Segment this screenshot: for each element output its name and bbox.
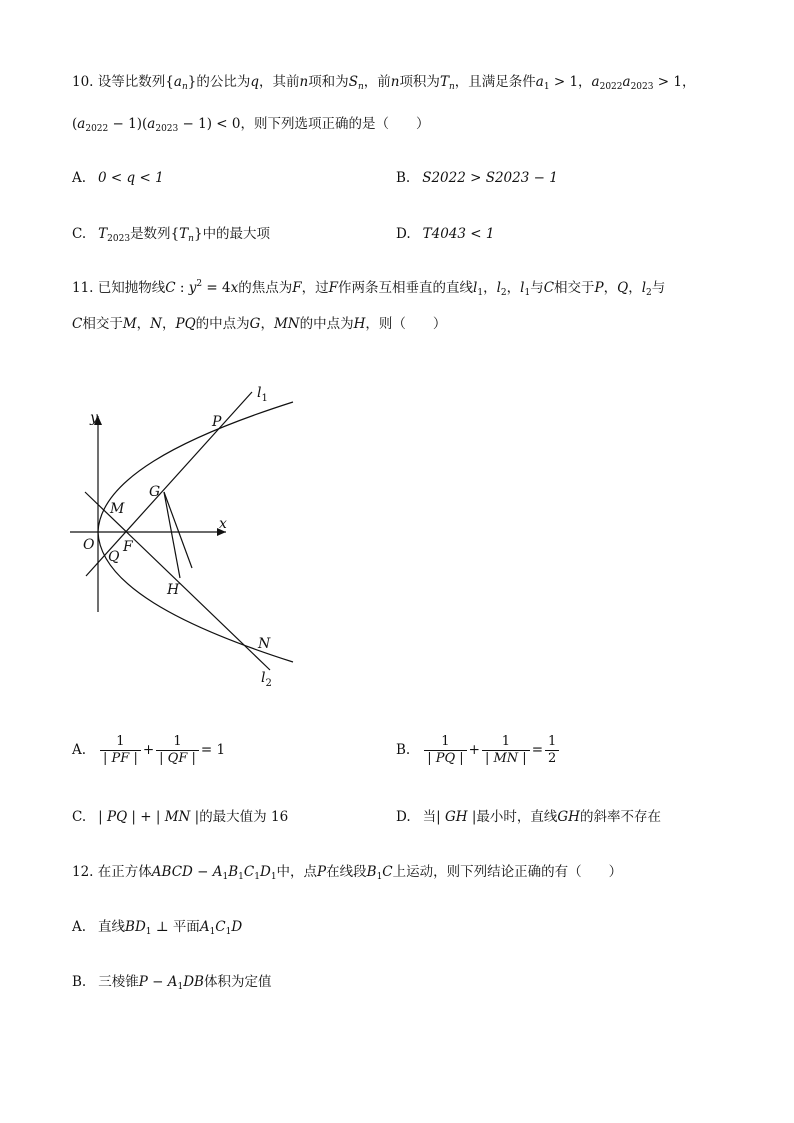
q11-text: 作两条互相垂直的直线 (338, 280, 473, 296)
option-text: 平面 (172, 919, 200, 935)
option-label: B. (396, 742, 411, 758)
q10-number: 10. (72, 74, 94, 90)
option-label: A. (72, 742, 87, 758)
q10-text: ，其前 (258, 74, 300, 90)
label-o: O (83, 537, 95, 553)
q12-option-a[interactable]: A. 直线$BD_1$ ⊥ 平面$A_1C_1D$ (72, 919, 243, 937)
q11-text: 与 (530, 280, 544, 296)
segment-gh-right (164, 492, 192, 568)
label-p: P (212, 414, 222, 430)
q10-text: 的公比为 (196, 74, 251, 90)
q10-option-d[interactable] (396, 224, 495, 244)
q11-option-d[interactable]: D. 当| GH |最小时，直线GH的斜率不存在 (396, 809, 661, 825)
option-label: D. (396, 226, 411, 242)
q11-text: ，过 (301, 280, 329, 296)
label-g: G (149, 484, 161, 500)
q10-text: ，且满足条件 (454, 74, 536, 90)
q11-text: 相交于 (554, 280, 595, 296)
q11-option-b[interactable]: B. $\frac{1}{| PQ |}$ + $\frac{1}{| MN |}$ = $\frac{1}{2}$ (396, 732, 561, 768)
q10-text: ，前 (363, 74, 391, 90)
q11-text: 的中点为 (195, 316, 250, 332)
q11-text: 的焦点为 (238, 280, 293, 296)
option-text: 三棱锥 (98, 974, 139, 990)
q11-text: 与 (651, 280, 666, 296)
q11-text: 已知抛物线 (97, 280, 166, 296)
fraction: $\frac{1}{| MN |}$ (482, 734, 530, 767)
segment-gh-left (164, 492, 180, 578)
q10-option-b[interactable] (396, 168, 558, 188)
option-text: T4043 < 1 (422, 226, 495, 242)
q10-option-a[interactable] (72, 168, 164, 188)
option-text: 0 < q < 1 (98, 170, 164, 186)
q12-option-b[interactable]: B. 三棱锥$P - A_1DB$体积为定值 (72, 974, 272, 992)
q10-text: 项和为 (308, 74, 349, 90)
option-text: = 1 (200, 742, 226, 758)
q11-text: 的中点为 (299, 316, 354, 332)
q12-line1: 12. 在正方体ABCD − $A_1B_1C_1D_1$中，点P在线段$B_1C$上运动，则下列结论正确的有（ ） (72, 864, 623, 882)
q10-option-c[interactable]: C. $T_{2023}$是数列$\{T_n\}$中的最大项 (72, 226, 271, 244)
option-text: 的斜率不存在 (579, 809, 661, 825)
label-h: H (167, 582, 180, 598)
option-text: 最小时，直线 (476, 809, 558, 825)
q10-text: 项积为 (399, 74, 440, 90)
option-text: 的最大值为 16 (199, 809, 289, 825)
option-text: S2022 > S2023 − 1 (422, 170, 558, 186)
q10-line1: 10. 设等比数列$\{a_n\}$的公比为q，其前n项和为$S_n$，前n项积为$T_n$，且满足条件$a_1 > 1$，$a_{2022}a_{2023} > 1$， (72, 74, 696, 92)
fraction: $\frac{1}{| PF |}$ (100, 734, 141, 767)
q12-text: 上运动，则下列结论正确的有（ ） (392, 864, 623, 880)
option-label: A. (72, 170, 87, 186)
label-f: F (123, 539, 133, 555)
option-label: A. (72, 919, 87, 935)
q12-text: 中，点 (276, 864, 318, 880)
label-l1: $l_1$ (257, 385, 268, 404)
option-label: D. (396, 809, 411, 825)
q11-text: 相交于 (82, 316, 123, 332)
option-label: C. (72, 226, 87, 242)
q10-text: 设等比数列 (97, 74, 166, 90)
parabola-figure (60, 370, 320, 700)
fraction: $\frac{1}{| QF |}$ (156, 734, 199, 767)
option-text: 当 (422, 809, 437, 825)
line-l2 (85, 492, 270, 670)
q11-line2: C相交于M，N，PQ的中点为G，MN的中点为H，则（ ） (72, 316, 447, 332)
q12-text: 在线段 (326, 864, 367, 880)
label-x: x (219, 516, 227, 532)
option-label: B. (72, 974, 87, 990)
q10-line2: $(a_{2022} - 1)(a_{2023} - 1) < 0$，则下列选项正确的是（ ） (72, 116, 430, 134)
label-y: y (90, 410, 98, 426)
label-n: N (258, 636, 271, 652)
q11-number: 11. (72, 280, 94, 296)
q11-option-a[interactable]: A. $\frac{1}{| PF |}$ + $\frac{1}{| QF |}$ = 1 (72, 734, 226, 766)
option-label: C. (72, 809, 87, 825)
label-q: Q (108, 549, 120, 565)
q10-text: ，则下列选项正确的是（ ） (240, 116, 430, 132)
label-l2: $l_2$ (261, 670, 272, 689)
option-text: 中的最大项 (202, 226, 271, 242)
q12-number: 12. (72, 864, 94, 880)
option-text: 是数列 (130, 226, 171, 242)
option-text: 直线 (98, 919, 126, 935)
label-m: M (110, 501, 125, 517)
option-text: 体积为定值 (203, 974, 272, 990)
q11-line1: 11. 已知抛物线C : $y^2 = 4x$的焦点为F，过F作两条互相垂直的直线$l_1$，$l_2$，$l_1$与C相交于P，Q，$l_2$与 (72, 279, 666, 298)
q11-option-c[interactable]: C. | PQ | + | MN |的最大值为 16 (72, 809, 289, 825)
q11-text: ，则（ ） (365, 316, 447, 332)
option-label: B. (396, 170, 411, 186)
q12-text: 在正方体 (97, 864, 152, 880)
fraction: $\frac{1}{2}$ (545, 734, 559, 767)
fraction: $\frac{1}{| PQ |}$ (424, 734, 466, 767)
